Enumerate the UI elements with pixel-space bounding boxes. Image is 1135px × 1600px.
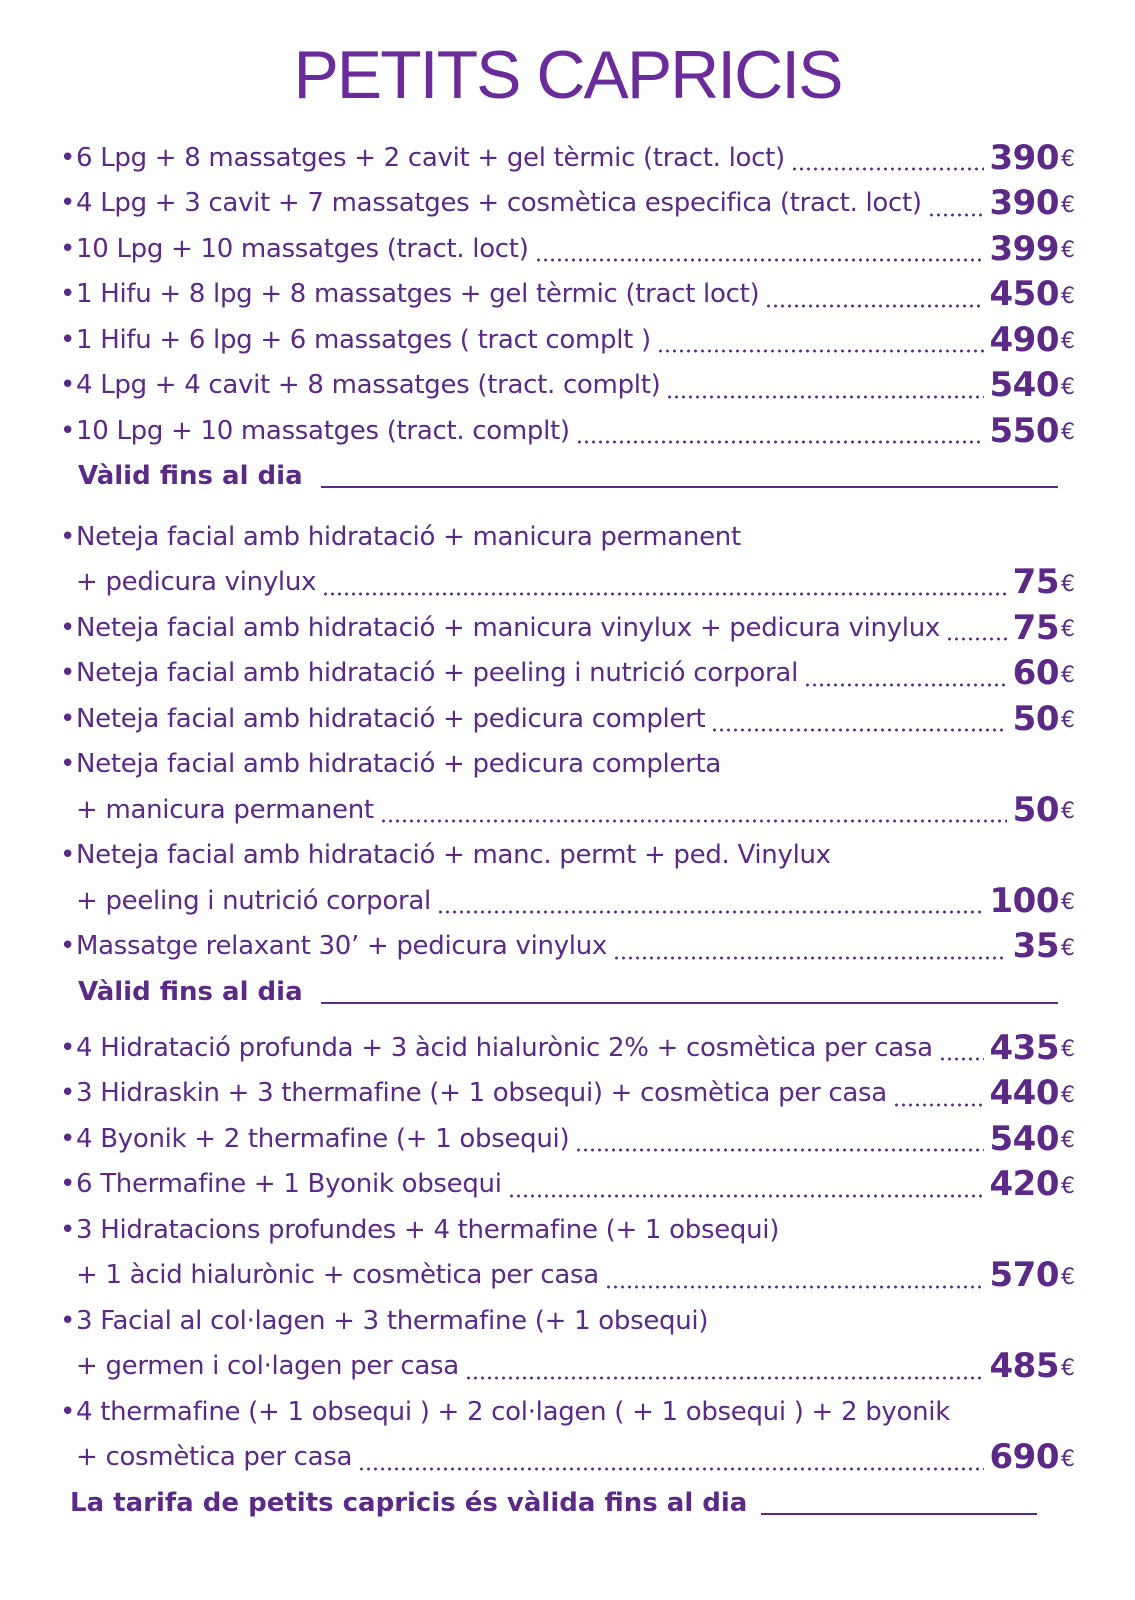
bullet-icon: • bbox=[60, 324, 76, 355]
dot-leader bbox=[711, 696, 1006, 742]
item-price: 60 bbox=[1012, 653, 1059, 694]
bullet-icon: • bbox=[60, 142, 76, 173]
item-line bbox=[60, 181, 1075, 227]
item-description: + germen i col·lagen per casa bbox=[76, 1351, 459, 1382]
list-item bbox=[0, 1025, 1135, 1071]
euro-symbol: € bbox=[1061, 1173, 1075, 1199]
bullet-icon: • bbox=[60, 1169, 76, 1200]
euro-symbol: € bbox=[1061, 935, 1075, 961]
validity-label: Vàlid fins al dia bbox=[78, 461, 303, 492]
dot-leader bbox=[791, 135, 984, 181]
euro-symbol: € bbox=[1061, 799, 1075, 825]
validity-label: Vàlid fins al dia bbox=[78, 976, 303, 1007]
date-blank-line bbox=[321, 1002, 1058, 1004]
item-line bbox=[60, 833, 1075, 879]
bullet-icon: • bbox=[60, 1305, 76, 1336]
validity-label: La tarifa de petits capricis és vàlida fins al dia bbox=[70, 1487, 748, 1518]
list-item bbox=[0, 272, 1135, 318]
price-section bbox=[0, 135, 1135, 499]
item-description: + manicura permanent bbox=[76, 794, 374, 825]
item-price: 490 bbox=[989, 319, 1059, 360]
euro-symbol: € bbox=[1061, 1037, 1075, 1063]
item-line bbox=[60, 363, 1075, 409]
bullet-icon: • bbox=[60, 1214, 76, 1245]
dot-leader bbox=[576, 408, 984, 454]
dot-leader bbox=[804, 651, 1007, 697]
item-line bbox=[60, 1207, 1075, 1253]
euro-symbol: € bbox=[1061, 192, 1075, 218]
dot-leader bbox=[380, 787, 1007, 833]
item-line bbox=[60, 1116, 1075, 1162]
item-price: 435 bbox=[989, 1027, 1059, 1068]
item-price: 100 bbox=[989, 880, 1059, 921]
item-price: 485 bbox=[989, 1346, 1059, 1387]
item-line bbox=[60, 878, 1075, 924]
item-line bbox=[60, 1435, 1075, 1481]
bullet-icon: • bbox=[60, 279, 76, 310]
bullet-icon: • bbox=[60, 521, 76, 552]
list-item bbox=[0, 605, 1135, 651]
list-item bbox=[0, 696, 1135, 742]
list-item bbox=[0, 1253, 1135, 1299]
euro-symbol: € bbox=[1061, 420, 1075, 446]
item-line bbox=[60, 696, 1075, 742]
dot-leader bbox=[575, 1116, 983, 1162]
item-price: 390 bbox=[989, 137, 1059, 178]
euro-symbol: € bbox=[1061, 1264, 1075, 1290]
item-description: Neteja facial amb hidratació + manicura vinylux + pedicura vinylux bbox=[76, 612, 940, 643]
date-blank-line bbox=[321, 486, 1058, 488]
bullet-icon: • bbox=[60, 370, 76, 401]
dot-leader bbox=[666, 363, 983, 409]
dot-leader bbox=[657, 317, 984, 363]
price-section bbox=[0, 1025, 1135, 1526]
item-line bbox=[60, 135, 1075, 181]
euro-symbol: € bbox=[1061, 890, 1075, 916]
dot-leader bbox=[437, 878, 984, 924]
item-description: Neteja facial amb hidratació + peeling i nutrició corporal bbox=[76, 658, 798, 689]
bullet-icon: • bbox=[60, 749, 76, 780]
bullet-icon: • bbox=[60, 188, 76, 219]
item-price: 75 bbox=[1012, 562, 1059, 603]
list-item bbox=[0, 560, 1135, 606]
item-line bbox=[60, 924, 1075, 970]
bullet-icon: • bbox=[60, 612, 76, 643]
item-line bbox=[60, 514, 1075, 560]
bullet-icon: • bbox=[60, 658, 76, 689]
bullet-icon: • bbox=[60, 703, 76, 734]
bullet-icon: • bbox=[60, 1123, 76, 1154]
item-line bbox=[60, 1298, 1075, 1344]
item-price: 390 bbox=[989, 183, 1059, 224]
list-item bbox=[0, 787, 1135, 833]
item-description: 1 Hifu + 6 lpg + 6 massatges ( tract complt ) bbox=[76, 324, 651, 355]
item-description: 3 Hidratacions profundes + 4 thermafine (+ 1 obsequi) bbox=[76, 1214, 780, 1245]
bullet-icon: • bbox=[60, 1078, 76, 1109]
list-item bbox=[0, 651, 1135, 697]
item-price: 399 bbox=[989, 228, 1059, 269]
item-description: + 1 àcid hialurònic + cosmètica per casa bbox=[76, 1260, 599, 1291]
bullet-icon: • bbox=[60, 1032, 76, 1063]
bullet-icon: • bbox=[60, 415, 76, 446]
item-description: 10 Lpg + 10 massatges (tract. loct) bbox=[76, 233, 529, 264]
validity-note bbox=[70, 1480, 1050, 1526]
item-description: 4 Byonik + 2 thermafine (+ 1 obsequi) bbox=[76, 1123, 570, 1154]
item-line bbox=[60, 605, 1075, 651]
dot-leader bbox=[613, 924, 1007, 970]
item-line bbox=[60, 742, 1075, 788]
item-description: Neteja facial amb hidratació + manicura permanent bbox=[76, 521, 741, 552]
item-description: Neteja facial amb hidratació + pedicura complerta bbox=[76, 749, 722, 780]
item-description: 3 Hidraskin + 3 thermafine (+ 1 obsequi) + cosmètica per casa bbox=[76, 1078, 887, 1109]
item-description: Neteja facial amb hidratació + pedicura complert bbox=[76, 703, 706, 734]
item-line bbox=[60, 1025, 1075, 1071]
item-price: 35 bbox=[1012, 926, 1059, 967]
dot-leader bbox=[765, 272, 983, 318]
dot-leader bbox=[508, 1162, 984, 1208]
list-item bbox=[0, 1071, 1135, 1117]
list-item bbox=[0, 181, 1135, 227]
euro-symbol: € bbox=[1061, 147, 1075, 173]
list-item bbox=[0, 1298, 1135, 1344]
euro-symbol: € bbox=[1061, 708, 1075, 734]
item-price: 570 bbox=[989, 1255, 1059, 1296]
item-description: 1 Hifu + 8 lpg + 8 massatges + gel tèrmic (tract loct) bbox=[76, 279, 760, 310]
list-item bbox=[0, 1389, 1135, 1435]
euro-symbol: € bbox=[1061, 1128, 1075, 1154]
bullet-icon: • bbox=[60, 1396, 76, 1427]
euro-symbol: € bbox=[1061, 238, 1075, 264]
item-description: 4 thermafine (+ 1 obsequi ) + 2 col·lagen ( + 1 obsequi ) + 2 byonik bbox=[76, 1396, 950, 1427]
item-line bbox=[60, 1071, 1075, 1117]
list-item bbox=[0, 514, 1135, 560]
list-item bbox=[0, 1207, 1135, 1253]
list-item bbox=[0, 317, 1135, 363]
item-description: + peeling i nutrició corporal bbox=[76, 885, 431, 916]
item-line bbox=[60, 1253, 1075, 1299]
item-description: + cosmètica per casa bbox=[76, 1442, 353, 1473]
list-item bbox=[0, 135, 1135, 181]
euro-symbol: € bbox=[1061, 617, 1075, 643]
dot-leader bbox=[465, 1344, 984, 1390]
dot-leader bbox=[893, 1071, 984, 1117]
validity-row bbox=[0, 969, 1135, 1015]
item-line bbox=[60, 560, 1075, 606]
item-price: 75 bbox=[1012, 607, 1059, 648]
item-description: 3 Facial al col·lagen + 3 thermafine (+ 1 obsequi) bbox=[76, 1305, 709, 1336]
date-blank-line bbox=[761, 1513, 1037, 1515]
dot-leader bbox=[605, 1253, 984, 1299]
validity-note bbox=[78, 454, 1058, 500]
euro-symbol: € bbox=[1061, 329, 1075, 355]
item-line bbox=[60, 1389, 1075, 1435]
bullet-icon: • bbox=[60, 931, 76, 962]
list-item bbox=[0, 363, 1135, 409]
item-line bbox=[60, 226, 1075, 272]
item-price: 450 bbox=[989, 274, 1059, 315]
list-item bbox=[0, 833, 1135, 879]
euro-symbol: € bbox=[1061, 1355, 1075, 1381]
euro-symbol: € bbox=[1061, 374, 1075, 400]
list-item bbox=[0, 742, 1135, 788]
euro-symbol: € bbox=[1061, 662, 1075, 688]
page-title: PETITS CAPRICIS bbox=[293, 37, 842, 113]
list-item bbox=[0, 226, 1135, 272]
list-item bbox=[0, 878, 1135, 924]
list-item bbox=[0, 408, 1135, 454]
euro-symbol: € bbox=[1061, 1446, 1075, 1472]
dot-leader bbox=[928, 181, 984, 227]
item-line bbox=[60, 317, 1075, 363]
list-item bbox=[0, 1162, 1135, 1208]
bullet-icon: • bbox=[60, 840, 76, 871]
list-item bbox=[0, 1116, 1135, 1162]
item-description: Neteja facial amb hidratació + manc. permt + ped. Vinylux bbox=[76, 840, 831, 871]
item-price: 550 bbox=[989, 410, 1059, 451]
item-description: 10 Lpg + 10 massatges (tract. complt) bbox=[76, 415, 570, 446]
item-price: 50 bbox=[1012, 789, 1059, 830]
list-item bbox=[0, 1435, 1135, 1481]
item-price: 420 bbox=[989, 1164, 1059, 1205]
bullet-icon: • bbox=[60, 233, 76, 264]
item-line bbox=[60, 651, 1075, 697]
dot-leader bbox=[535, 226, 984, 272]
item-line bbox=[60, 272, 1075, 318]
item-price: 540 bbox=[989, 1118, 1059, 1159]
item-description: 6 Thermafine + 1 Byonik obsequi bbox=[76, 1169, 502, 1200]
euro-symbol: € bbox=[1061, 283, 1075, 309]
validity-note bbox=[78, 969, 1058, 1015]
item-description: 4 Lpg + 4 cavit + 8 massatges (tract. complt) bbox=[76, 370, 661, 401]
item-line bbox=[60, 787, 1075, 833]
dot-leader bbox=[322, 560, 1007, 606]
validity-row bbox=[0, 454, 1135, 500]
item-description: 4 Hidratació profunda + 3 àcid hialurònic 2% + cosmètica per casa bbox=[76, 1032, 933, 1063]
item-description: Massatge relaxant 30’ + pedicura vinylux bbox=[76, 931, 607, 962]
item-description: + pedicura vinylux bbox=[76, 567, 317, 598]
item-line bbox=[60, 408, 1075, 454]
item-line bbox=[60, 1344, 1075, 1390]
item-price: 50 bbox=[1012, 698, 1059, 739]
dot-leader bbox=[939, 1025, 984, 1071]
item-price: 440 bbox=[989, 1073, 1059, 1114]
item-description: 6 Lpg + 8 massatges + 2 cavit + gel tèrmic (tract. loct) bbox=[76, 142, 785, 173]
item-price: 540 bbox=[989, 365, 1059, 406]
item-line bbox=[60, 1162, 1075, 1208]
item-description: 4 Lpg + 3 cavit + 7 massatges + cosmètica especifica (tract. loct) bbox=[76, 188, 922, 219]
item-price: 690 bbox=[989, 1437, 1059, 1478]
list-item bbox=[0, 924, 1135, 970]
list-item bbox=[0, 1344, 1135, 1390]
euro-symbol: € bbox=[1061, 571, 1075, 597]
validity-row bbox=[0, 1480, 1135, 1526]
dot-leader bbox=[946, 605, 1007, 651]
price-section bbox=[0, 514, 1135, 1015]
dot-leader bbox=[358, 1435, 983, 1481]
euro-symbol: € bbox=[1061, 1082, 1075, 1108]
